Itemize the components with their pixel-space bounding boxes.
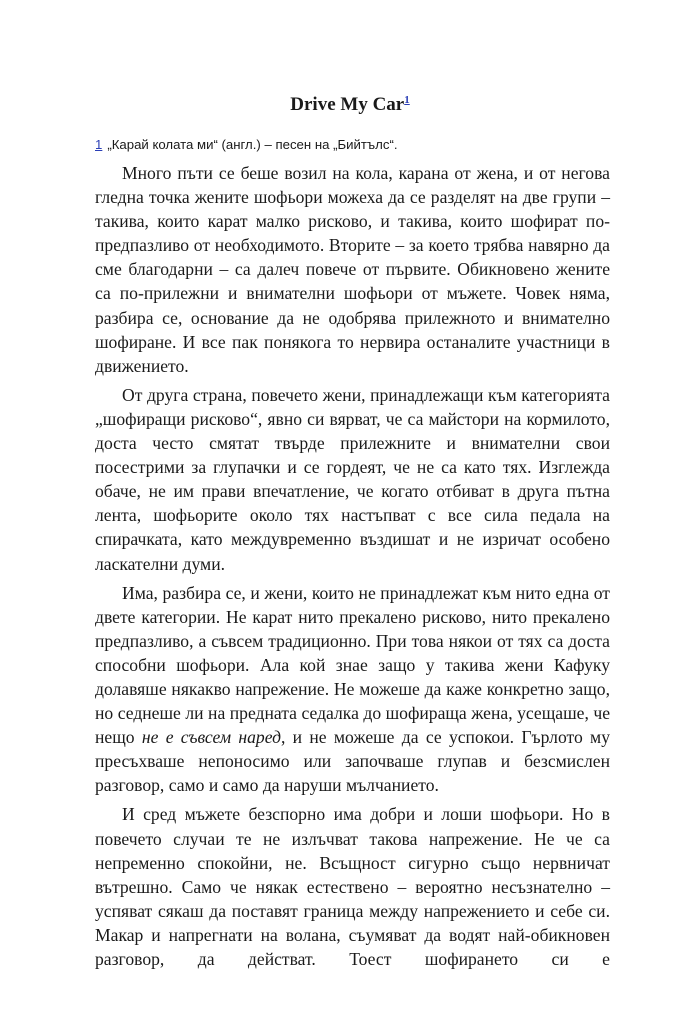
paragraph-3 — [95, 581, 610, 798]
paragraph-2: От друга страна, повечето жени, принадлежащи към категорията „шофиращи рисково“, явно си вярват, че са майстори на кормилото, доста често смятат твърде прилежните и внимателни свои посестрими за глупачки и се гордеят, че не са като тях. Изглежда обаче, не им прави впечатление, че когато отбиват в друга пътна лента, шофьорите около тях настъпват с все сила педала на спирачката, като междувременно въздишат и не изричат особено ласкателни думи. — [95, 384, 610, 574]
paragraph-3-part-1: Има, разбира се, и жени, които не принадлежат към нито една от двете категории. Не карат нито прекалено рисково, нито прекалено предпазливо, а съвсем традиционно. При това някои от тях са доста способни шофьори. Ала кой знае защо у такива жени Кафуку долавяше някакво напрежение. Не можеше да каже конкретно защо, но седнеше ли на предната седалка до шофираща жена, усещаше, че нещо — [95, 582, 610, 748]
title-footnote-link[interactable]: 1 — [404, 94, 410, 106]
paragraph-1: Много пъти се беше возил на кола, карана от жена, и от негова гледна точка жените шофьори можеха да се разделят на две групи – такива, които карат малко рисково, и такива, които шофират по-предпазливо от необходимото. Вторите – за което трябва навярно да сме благодарни – са далеч повече от първите. Обикновено жените са по-прилежни и внимателни шофьори от мъжете. Човек няма, разбира се, основание да не одобрява прилежното и внимателно шофиране. И все пак понякога то нервира останалите участници в движението. — [95, 163, 610, 376]
footnote-text: „Карай колата ми“ (англ.) – песен на „Бийтълс“. — [107, 137, 398, 152]
title-text: Drive My Car — [290, 94, 405, 115]
paragraph-4: И сред мъжете безспорно има добри и лоши шофьори. Но в повечето случаи те не излъчват такова напрежение. Не че са непременно спокойни, не. Всъщност сигурно също нервничат вътрешно. Само че някак естествено – вероятно несъзнателно – успяват сякаш да поставят граница между напрежението и себе си. Макар и напрегнати на волана, съумяват да водят най-обикновен разговор, да действат. Тоест шофирането си е — [95, 804, 610, 969]
footnote — [95, 137, 615, 152]
body-text — [95, 161, 610, 976]
paragraph-3-italic: не е съвсем наред — [141, 727, 281, 748]
footnote-number-link[interactable]: 1 — [95, 137, 103, 152]
page-title — [0, 94, 700, 116]
paragraph-3-part-2: , и не можеше да се успокои. Гърлото му пресъхваше непоносимо или започваше глупав и безсмислен разговор, само и само да наруши мълчанието. — [95, 727, 610, 796]
